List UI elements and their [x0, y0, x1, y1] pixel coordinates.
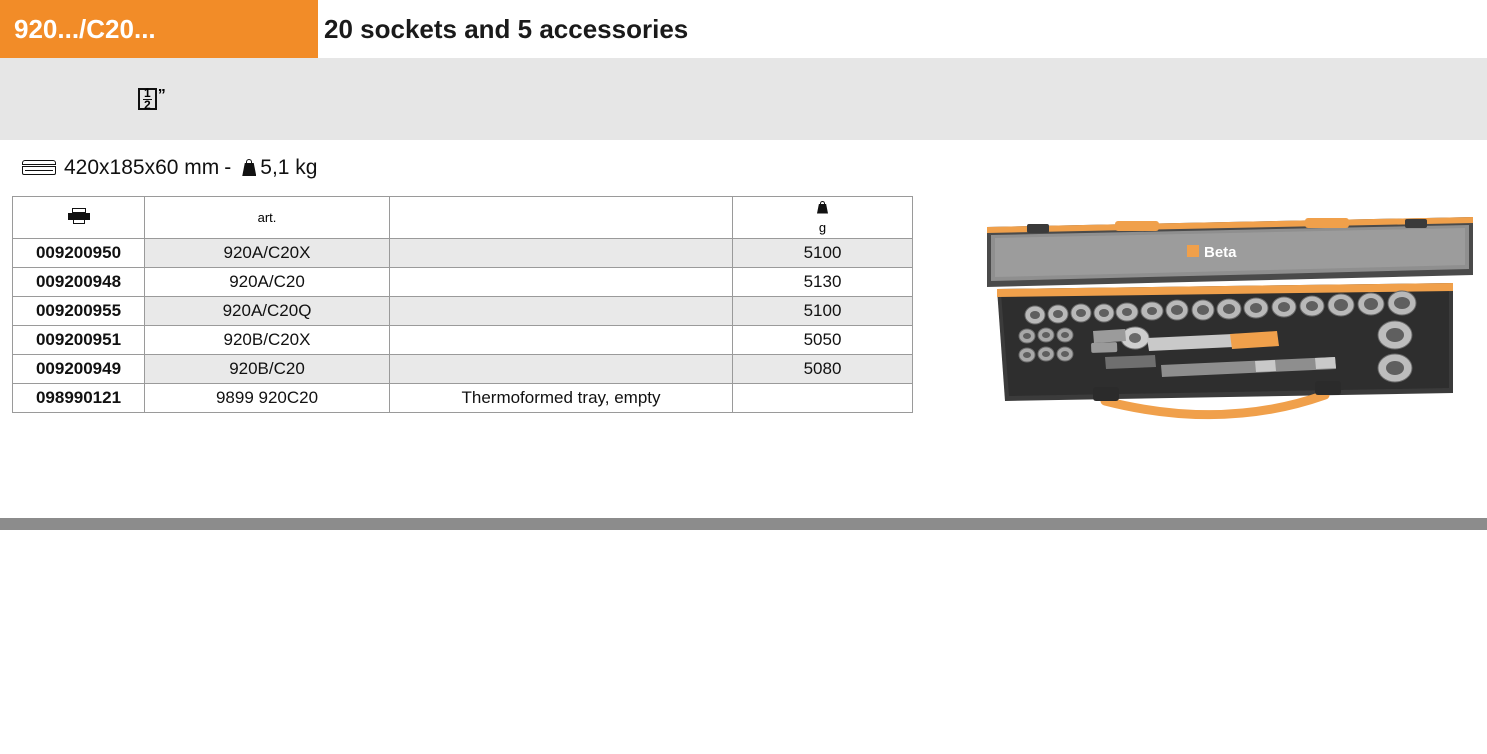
cell-description — [390, 297, 733, 326]
cell-weight: 5130 — [733, 268, 913, 297]
page-header — [0, 0, 1487, 58]
cell-weight — [733, 384, 913, 413]
header-cell-description — [390, 197, 733, 239]
svg-text:Beta: Beta — [1204, 244, 1237, 261]
weight-text: 5,1 kg — [260, 156, 318, 179]
cell-code: 009200951 — [13, 326, 145, 355]
header-weight-unit: g — [818, 219, 827, 235]
cell-description — [390, 268, 733, 297]
table-row — [13, 355, 913, 384]
barcode-printer-icon — [68, 208, 90, 224]
cell-art: 920A/C20Q — [145, 297, 390, 326]
product-photo — [975, 205, 1485, 430]
drive-numerator: 1 — [144, 86, 151, 101]
cell-description — [390, 239, 733, 268]
drive-fraction — [143, 86, 152, 112]
table-row — [13, 297, 913, 326]
cell-art: 920A/C20X — [145, 239, 390, 268]
cell-art: 920B/C20X — [145, 326, 390, 355]
table-row — [13, 239, 913, 268]
table-row — [13, 326, 913, 355]
cell-art: 920B/C20 — [145, 355, 390, 384]
cell-weight: 5100 — [733, 297, 913, 326]
footer-bar — [0, 518, 1487, 530]
dimensions-text: 420x185x60 mm — [64, 156, 220, 179]
product-code-banner — [0, 0, 318, 58]
cell-code: 009200955 — [13, 297, 145, 326]
cell-weight: 5100 — [733, 239, 913, 268]
cell-art: 920A/C20 — [145, 268, 390, 297]
header-cell-code — [13, 197, 145, 239]
specs-icon-band — [0, 58, 1487, 140]
tool-case-icon — [22, 160, 56, 176]
cell-code: 009200950 — [13, 239, 145, 268]
cell-art: 9899 920C20 — [145, 384, 390, 413]
table-row — [13, 384, 913, 413]
product-code-text: 920.../C20... — [14, 13, 156, 44]
page-title: 20 sockets and 5 accessories — [324, 13, 689, 44]
table-row — [13, 268, 913, 297]
cell-weight: 5080 — [733, 355, 913, 384]
header-art-label: art. — [257, 210, 277, 225]
drive-unit-label: ” — [157, 87, 166, 104]
table-header-row — [13, 197, 913, 239]
drive-denominator: 2 — [144, 97, 151, 112]
weight-icon — [242, 159, 256, 177]
product-title-area — [318, 0, 1487, 58]
header-cell-art — [145, 197, 390, 239]
cell-weight: 5050 — [733, 326, 913, 355]
parts-table — [12, 196, 913, 413]
cell-code: 098990121 — [13, 384, 145, 413]
dimensions-line — [0, 140, 1487, 196]
dimensions-separator: - — [224, 156, 232, 179]
case-lid — [987, 217, 1473, 287]
weight-icon — [817, 201, 828, 215]
cell-code: 009200948 — [13, 268, 145, 297]
cell-description — [390, 355, 733, 384]
square-drive-icon — [138, 88, 166, 110]
drive-size-box — [138, 88, 157, 110]
header-cell-weight — [733, 197, 913, 239]
cell-code: 009200949 — [13, 355, 145, 384]
case-base — [997, 283, 1453, 415]
cell-description: Thermoformed tray, empty — [390, 384, 733, 413]
cell-description — [390, 326, 733, 355]
